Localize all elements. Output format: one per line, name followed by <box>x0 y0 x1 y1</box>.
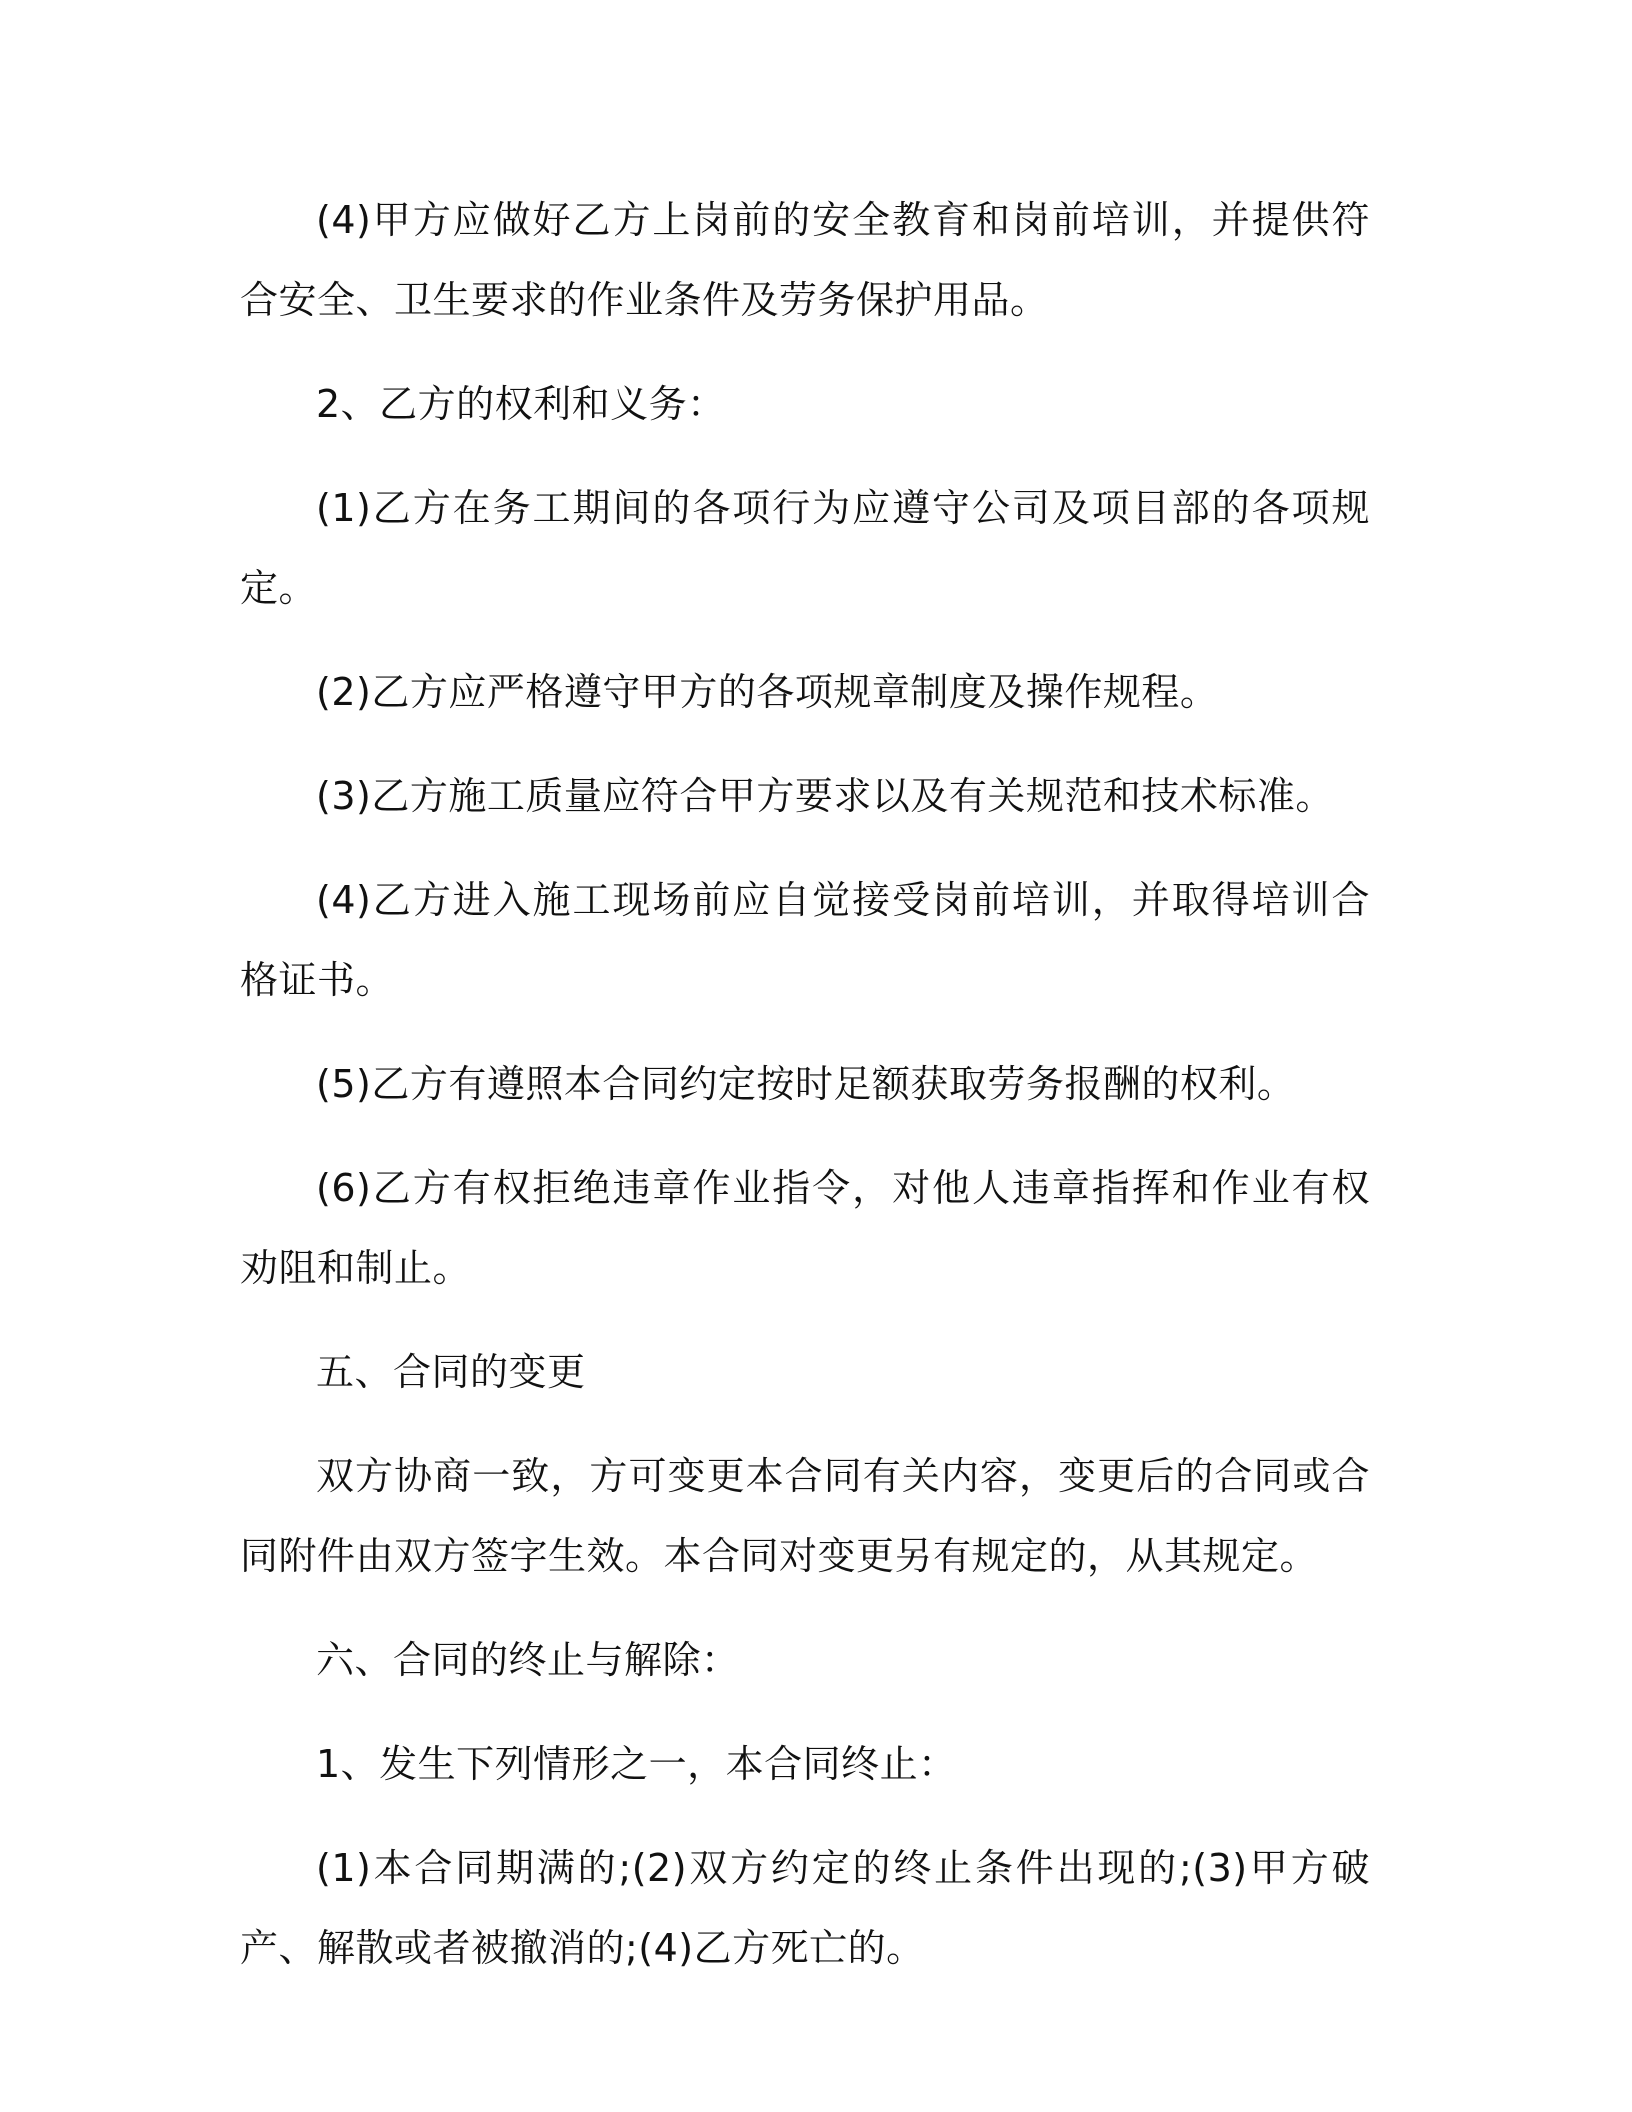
paragraph-party-b-duty-3: (3)乙方施工质量应符合甲方要求以及有关规范和技术标准。 <box>316 774 1334 818</box>
paragraph-termination-cases: (1)本合同期满的;(2)双方约定的终止条件出现的;(3)甲方破产、解散或者被撤消的;(4)乙方死亡的。 <box>240 1846 1370 1970</box>
paragraph-termination-heading: 1、发生下列情形之一，本合同终止： <box>316 1742 957 1786</box>
paragraph-party-b-heading: 2、乙方的权利和义务： <box>316 382 726 426</box>
paragraph-party-b-duty-2: (2)乙方应严格遵守甲方的各项规章制度及操作规程。 <box>316 670 1219 714</box>
section-heading-termination: 六、合同的终止与解除： <box>316 1638 740 1682</box>
section-heading-contract-change: 五、合同的变更 <box>316 1350 586 1394</box>
document-body <box>240 180 1370 2012</box>
paragraph-party-b-duty-1: (1)乙方在务工期间的各项行为应遵守公司及项目部的各项规定。 <box>240 486 1370 610</box>
paragraph-party-a-duty-4: (4)甲方应做好乙方上岗前的安全教育和岗前培训，并提供符合安全、卫生要求的作业条件及劳务保护用品。 <box>240 198 1370 322</box>
paragraph-party-b-duty-6: (6)乙方有权拒绝违章作业指令，对他人违章指挥和作业有权劝阻和制止。 <box>240 1166 1370 1290</box>
paragraph-party-b-duty-5: (5)乙方有遵照本合同约定按时足额获取劳务报酬的权利。 <box>316 1062 1296 1106</box>
paragraph-party-b-duty-4: (4)乙方进入施工现场前应自觉接受岗前培训，并取得培训合格证书。 <box>240 878 1370 1002</box>
paragraph-contract-change: 双方协商一致，方可变更本合同有关内容，变更后的合同或合同附件由双方签字生效。本合同对变更另有规定的，从其规定。 <box>240 1454 1370 1578</box>
